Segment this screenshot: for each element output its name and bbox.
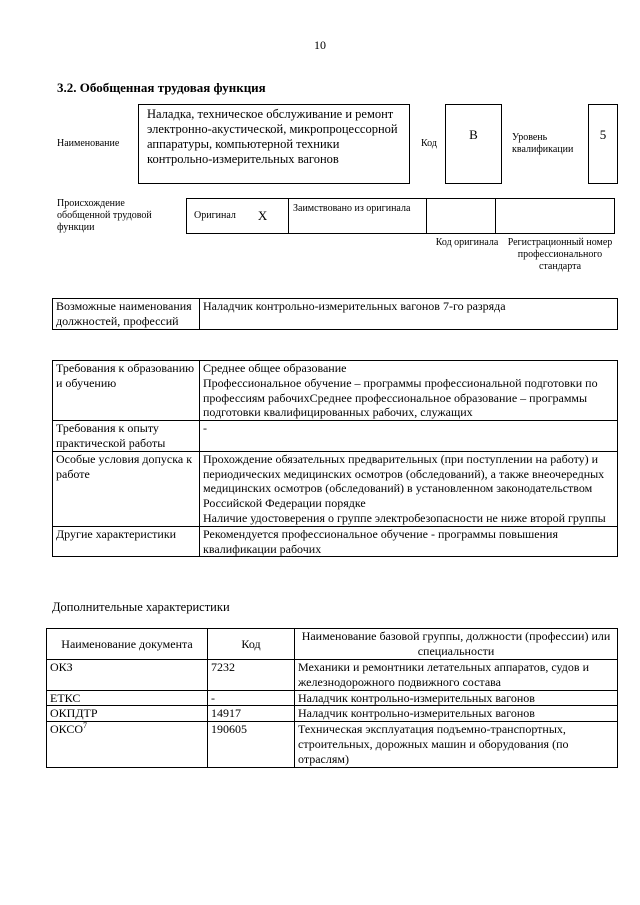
header-document: Наименование документа: [47, 629, 208, 660]
origin-label: Происхождение обобщенной трудовой функции: [57, 198, 152, 233]
registration-number-cell: [495, 198, 615, 234]
education-line: Среднее общее образование: [203, 361, 347, 375]
other-label: Другие характеристики: [53, 526, 200, 557]
header-group-name: Наименование базовой группы, должности (профессии) или специальности: [295, 629, 618, 660]
row-document: ОКЗ: [47, 660, 208, 691]
name-label: Наименование: [57, 138, 120, 149]
section-title: 3.2. Обобщенная трудовая функция: [57, 80, 266, 95]
original-mark: X: [257, 208, 268, 223]
positions-table: [52, 298, 618, 330]
document-name: ОКСО: [50, 722, 84, 737]
footnote-mark: 7: [83, 721, 88, 731]
admission-line: Прохождение обязательных предварительных (при поступлении на работу) и периодических медицинских осмотров (обследований), а также внеочередных медицинских осмотров (обследований) в установленном законодательством Российской Федерации порядке: [203, 451, 605, 511]
table-row: [53, 526, 618, 557]
header-code: Код: [208, 629, 295, 660]
row-group-name: Механики и ремонтники летательных аппаратов, судов и железнодорожного подвижного состава: [295, 660, 618, 691]
education-line: Профессиональное обучение – программы профессиональной подготовки по профессиям рабочихСреднее профессиональное образование – программы подготовки квалифицированных рабочих, служащих: [203, 375, 598, 420]
table-row: [53, 299, 618, 330]
admission-line: Наличие удостоверения о группе электробезопасности не ниже второй группы: [203, 510, 606, 525]
row-group-name: Наладчик контрольно-измерительных вагонов: [295, 706, 618, 722]
admission-label: Особые условия допуска к работе: [53, 451, 200, 526]
table-row: [53, 451, 618, 526]
function-name-box: Наладка, техническое обслуживание и ремонт электронно-акустической, микропроцессорной аппаратуры, компьютерной техники контрольно-измерительных вагонов: [138, 104, 410, 184]
education-label: Требования к образованию и обучению: [53, 361, 200, 421]
row-code: -: [208, 690, 295, 706]
table-row: [47, 722, 618, 767]
row-document: ОКПДТР: [47, 706, 208, 722]
row-document: ЕТКС: [47, 690, 208, 706]
admission-value: [200, 451, 618, 526]
additional-characteristics-title: Дополнительные характеристики: [52, 600, 230, 614]
code-label: Код: [421, 138, 437, 149]
row-group-name: Наладчик контрольно-измерительных вагонов: [295, 690, 618, 706]
experience-label: Требования к опыту практической работы: [53, 421, 200, 452]
education-value: [200, 361, 618, 421]
origin-row: [187, 198, 618, 234]
row-group-name: Техническая эксплуатация подъемно-транспортных, строительных, дорожных машин и оборудования (по отраслям): [295, 722, 618, 767]
positions-value: Наладчик контрольно-измерительных вагонов 7-го разряда: [200, 299, 618, 330]
table-row: [47, 660, 618, 691]
original-cell: [186, 198, 289, 234]
row-document: [47, 722, 208, 767]
experience-value: -: [200, 421, 618, 452]
row-code: 7232: [208, 660, 295, 691]
row-code: 14917: [208, 706, 295, 722]
positions-label: Возможные наименования должностей, профессий: [53, 299, 200, 330]
table-header-row: [47, 629, 618, 660]
original-code-cell: [426, 198, 496, 234]
qualification-level-label: Уровень квалификации: [512, 132, 574, 155]
table-row: [47, 690, 618, 706]
qualification-level-box: 5: [588, 104, 618, 184]
original-label: Оригинал: [194, 210, 236, 221]
table-row: [53, 421, 618, 452]
requirements-table: [52, 360, 618, 557]
table-row: [47, 706, 618, 722]
row-code: 190605: [208, 722, 295, 767]
borrowed-cell: Заимствовано из оригинала: [288, 198, 427, 234]
additional-characteristics-table: [46, 628, 618, 768]
table-row: [53, 361, 618, 421]
original-code-caption: Код оригинала: [435, 237, 499, 248]
registration-number-caption: Регистрационный номер профессионального стандарта: [507, 237, 613, 272]
page-number: 10: [314, 38, 326, 52]
other-value: Рекомендуется профессиональное обучение - программы повышения квалификации рабочих: [200, 526, 618, 557]
code-value-box: B: [445, 104, 502, 184]
